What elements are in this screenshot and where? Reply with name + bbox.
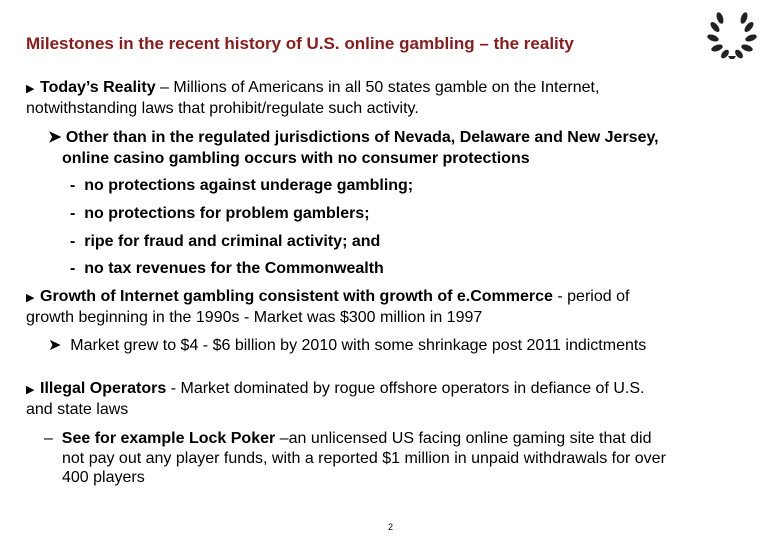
bullet-continuation: growth beginning in the 1990s - Market was $300 million in 1997 bbox=[26, 309, 483, 326]
sub-bullet-continuation: online casino gambling occurs with no consumer protections bbox=[62, 150, 530, 167]
slide-title: Milestones in the recent history of U.S. online gambling – the reality bbox=[26, 34, 574, 53]
sub-bullet-lock-poker bbox=[44, 429, 651, 449]
bullet-bold-text: Illegal Operators bbox=[40, 380, 167, 397]
sub-bullet-jurisdictions bbox=[48, 128, 659, 148]
laurel-wreath-icon bbox=[706, 10, 758, 60]
sub-bullet-market-growth bbox=[48, 336, 646, 356]
dash-bullet: – bbox=[44, 430, 62, 447]
bullet-bold-text: Growth of Internet gambling consistent with growth of e.Commerce bbox=[40, 288, 553, 305]
dash-item: - no protections for problem gamblers; bbox=[70, 205, 370, 222]
bullet-continuation: and state laws bbox=[26, 401, 129, 418]
bullet-text: – Millions of Americans in all 50 states gamble on the Internet, bbox=[155, 79, 600, 96]
sub-bullet-continuation: 400 players bbox=[62, 469, 145, 486]
sub-bullet-bold-text: See for example Lock Poker bbox=[61, 430, 276, 447]
bullet-text: - period of bbox=[552, 288, 630, 305]
dash-item: - no tax revenues for the Commonwealth bbox=[70, 260, 384, 277]
sub-bullet-text: –an unlicensed US facing online gaming site that did bbox=[275, 430, 652, 447]
page-number: 2 bbox=[388, 522, 394, 532]
bullet-illegal-operators bbox=[26, 379, 644, 400]
triangle-bullet-icon: ▶ bbox=[26, 384, 35, 396]
triangle-bullet-icon: ▶ bbox=[26, 83, 35, 95]
sub-bullet-text: Other than in the regulated jurisdictions of Nevada, Delaware and New Jersey, bbox=[65, 129, 659, 146]
arrow-bullet-icon: ➤ bbox=[48, 129, 62, 146]
bullet-growth bbox=[26, 287, 629, 308]
bullet-continuation: notwithstanding laws that prohibit/regulate such activity. bbox=[26, 100, 419, 117]
bullet-text: - Market dominated by rogue offshore operators in defiance of U.S. bbox=[166, 380, 645, 397]
sub-bullet-text: Market grew to $4 - $6 billion by 2010 with some shrinkage post 2011 indictments bbox=[70, 337, 647, 354]
dash-item: - no protections against underage gambling; bbox=[70, 177, 414, 194]
sub-bullet-continuation: not pay out any player funds, with a reported $1 million in unpaid withdrawals for over bbox=[62, 450, 666, 467]
dash-item: - ripe for fraud and criminal activity; and bbox=[70, 233, 381, 250]
triangle-bullet-icon: ▶ bbox=[26, 292, 35, 304]
bullet-bold-text: Today’s Reality bbox=[40, 79, 156, 96]
bullet-todays-reality bbox=[26, 78, 599, 99]
arrow-bullet-icon: ➤ bbox=[48, 337, 62, 354]
